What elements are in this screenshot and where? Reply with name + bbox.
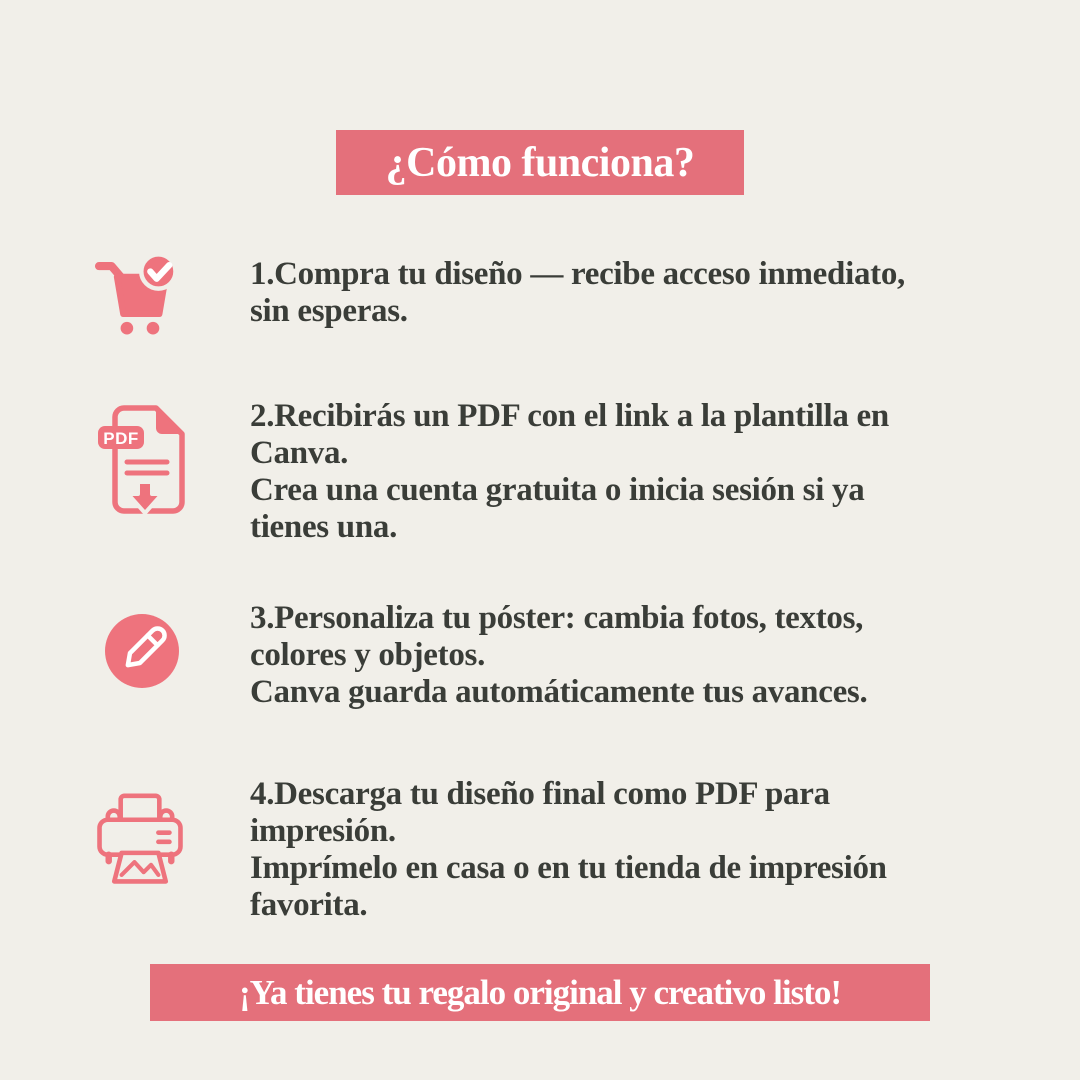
pencil-icon	[105, 614, 179, 688]
step-2-text	[250, 398, 889, 546]
pdf-label: PDF	[103, 429, 139, 448]
step-line: Crea una cuenta gratuita o inicia sesión si ya	[250, 472, 865, 508]
footer-banner	[150, 964, 930, 1021]
step-line: 2.Recibirás un PDF con el link a la plantilla en	[250, 398, 889, 434]
step-line: Imprímelo en casa o en tu tienda de impresión	[250, 850, 887, 886]
step-line: sin esperas.	[250, 293, 408, 329]
step-line: favorita.	[250, 887, 368, 923]
page-title: ¿Cómo funciona?	[385, 139, 695, 186]
step-3-text	[250, 600, 867, 711]
step-line: colores y objetos.	[250, 637, 486, 673]
step-line: 4.Descarga tu diseño final como PDF para	[250, 776, 830, 812]
pdf-download-icon	[94, 402, 194, 517]
step-line: 3.Personaliza tu póster: cambia fotos, textos,	[250, 600, 864, 636]
step-line: Canva guarda automáticamente tus avances.	[250, 674, 868, 710]
header-banner	[336, 130, 744, 195]
step-line: Canva.	[250, 435, 349, 471]
step-4-text	[250, 776, 887, 924]
step-line: impresión.	[250, 813, 396, 849]
step-line: tienes una.	[250, 509, 398, 545]
printer-icon	[94, 792, 186, 888]
footer-banner-text: ¡Ya tienes tu regalo original y creativo listo!	[238, 972, 842, 1012]
step-line: 1.Compra tu diseño — recibe acceso inmediato,	[250, 256, 905, 292]
cart-check-icon	[90, 249, 180, 339]
step-1-text	[250, 256, 905, 330]
